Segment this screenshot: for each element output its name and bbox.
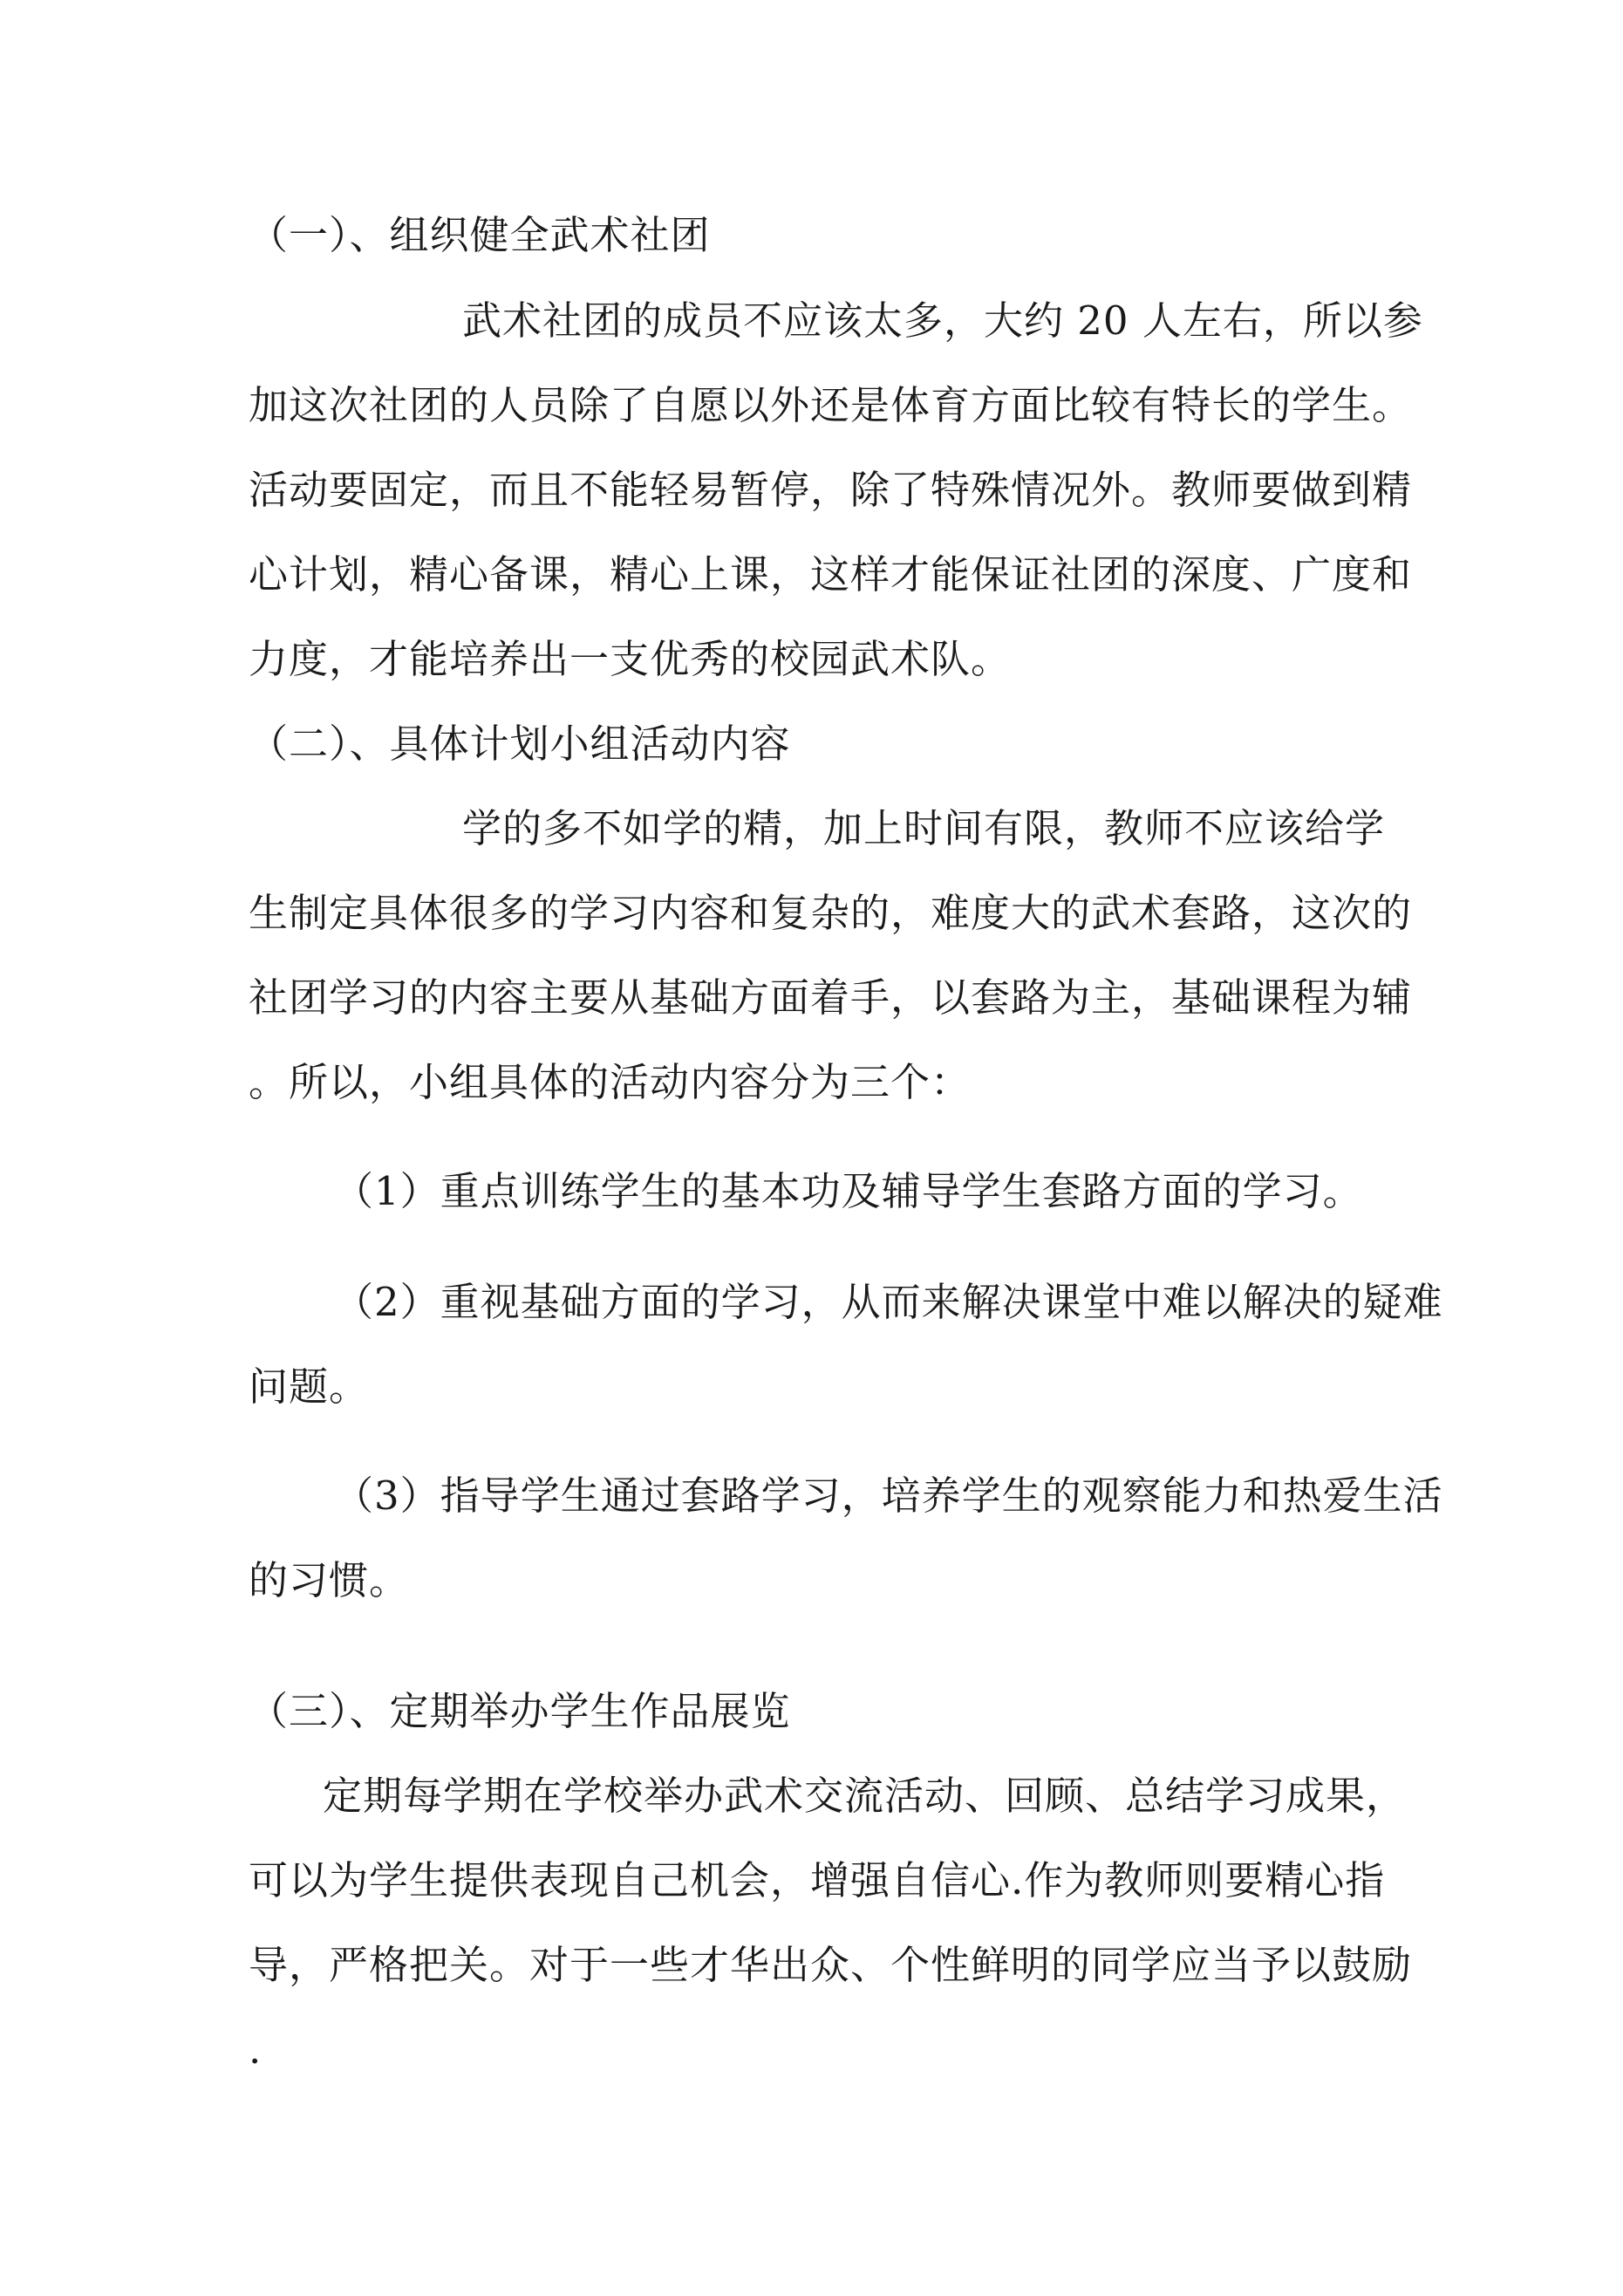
paragraph-line: 社团学习的内容主要从基础方面着手，以套路为主，基础课程为辅 [249,974,1413,1021]
paragraph-line: 导，严格把关。对于一些才华出众、个性鲜明的同学应当予以鼓励 [249,1942,1413,1988]
list-item-2: （2）重视基础方面的学习，从而来解决课堂中难以解决的疑难 [334,1279,1443,1325]
paragraph-line: 武术社团的成员不应该太多，大约 20 人左右，所以参 [462,297,1423,344]
paragraph-line: 生制定具体很多的学习内容和复杂的，难度大的武术套路，这次的 [249,890,1413,936]
paragraph-line: 学的多不如学的精，加上时间有限，教师不应该给学 [462,805,1386,851]
section-heading-3: （三）、定期举办学生作品展览 [249,1688,791,1734]
section-heading-2: （二）、具体计划小组活动内容 [249,721,791,767]
paragraph-line: 活动要固定，而且不能轻易暂停，除了特殊情况外。教师要做到精 [249,467,1413,513]
paragraph-line: 可以为学生提供表现自己机会，增强自信心.作为教师则要精心指 [249,1857,1386,1903]
paragraph-line: 。所以，小组具体的活动内容分为三个： [249,1059,972,1105]
paragraph-line: . [249,2026,263,2073]
list-item-1: （1）重点训练学生的基本功及辅导学生套路方面的学习。 [334,1168,1363,1214]
paragraph-line: 加这次社团的人员除了自愿以外还是体育方面比较有特长的学生。 [249,382,1413,428]
list-item-2-continued: 问题。 [249,1363,370,1410]
paragraph-line: 心计划，精心备课，精心上课，这样才能保证社团的深度、广度和 [249,551,1413,598]
section-heading-1: （一）、组织健全武术社团 [249,212,711,258]
paragraph-line: 定期每学期在学校举办武术交流活动、回顾、总结学习成果， [323,1773,1407,1819]
paragraph-line: 力度，才能培养出一支优秀的校园武术队。 [249,636,1012,682]
list-item-3: （3）指导学生通过套路学习，培养学生的观察能力和热爱生活 [334,1473,1443,1519]
list-item-3-continued: 的习惯。 [249,1557,410,1603]
